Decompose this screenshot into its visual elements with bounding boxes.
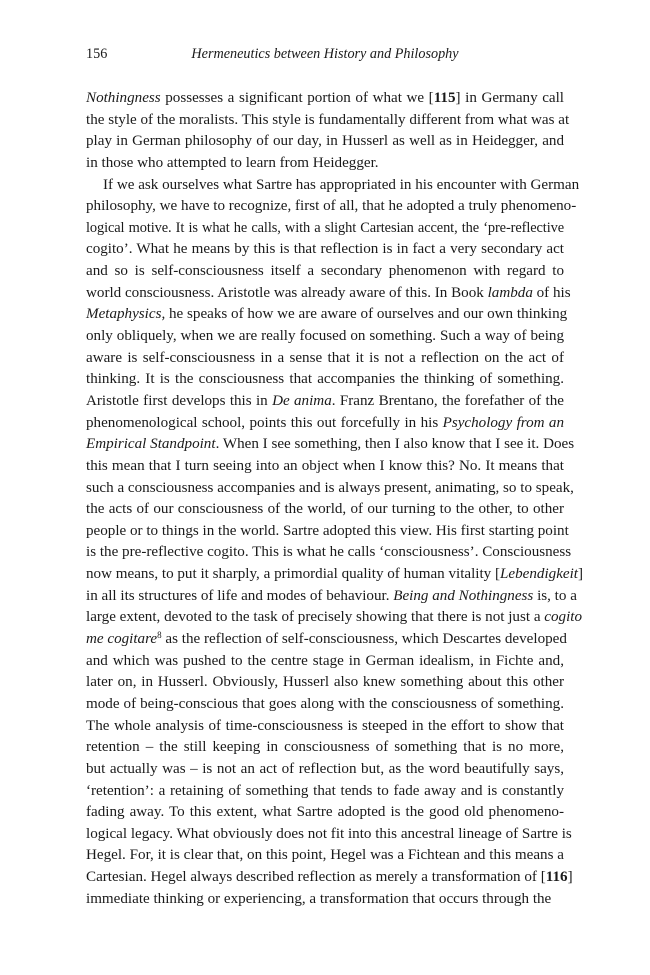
italic-text: Metaphysics, xyxy=(86,306,166,323)
text-run: If we ask ourselves what Sartre has appropriated in his encounter with German xyxy=(103,176,580,193)
text-run: ] xyxy=(578,566,584,583)
text-run: play in German philosophy of our day, in Husserl as well as in Heidegger, and xyxy=(86,133,564,150)
text-run: in all its structures of life and modes of behaviour. xyxy=(86,587,394,604)
text-run: this mean that I turn seeing into an object when I know this? No. It means that xyxy=(86,457,564,474)
italic-text: Empirical Standpoint xyxy=(86,436,216,453)
text-line xyxy=(86,629,567,651)
text-line xyxy=(86,88,564,110)
text-line xyxy=(86,737,564,759)
text-line xyxy=(86,586,577,608)
text-run: . Franz Brentano, the forefather of the xyxy=(331,392,564,409)
text-run: in those who attempted to learn from Heidegger. xyxy=(86,154,379,171)
text-line xyxy=(86,889,564,911)
text-run: retention – the still keeping in consciousness of something that is no more, xyxy=(86,739,564,756)
text-run: mode of being-conscious that goes along with the consciousness of something. xyxy=(86,695,564,712)
text-run: Hegel. For, it is clear that, on this point, Hegel was a Fichtean and this means a xyxy=(86,847,564,864)
text-line xyxy=(86,845,564,867)
page-header xyxy=(86,44,564,64)
text-line xyxy=(86,521,569,543)
bold-text: 115 xyxy=(433,90,456,106)
text-run: is, to a xyxy=(533,587,577,604)
text-run: fading away. To this extent, what Sartre adopted is the good old phenomeno- xyxy=(86,804,564,821)
text-run: such a consciousness accompanies and is always present, animating, so to speak, xyxy=(86,479,574,496)
text-run: philosophy, we have to recognize, first of all, that he adopted a truly phenomeno- xyxy=(86,198,577,215)
page-number: 156 xyxy=(86,46,108,62)
text-line xyxy=(86,261,564,283)
text-line xyxy=(86,434,575,456)
text-line xyxy=(86,348,564,370)
text-run: ] in Germany call xyxy=(455,90,564,106)
text-line xyxy=(86,456,564,478)
text-run: Cartesian. Hegel always described reflection as merely a transformation of [ xyxy=(86,869,546,886)
italic-text: Lebendigkeit xyxy=(500,566,578,583)
text-line xyxy=(86,542,572,564)
text-run: Aristotle first develops this in xyxy=(86,392,273,409)
text-run: of his xyxy=(532,284,571,301)
italic-text: Nothingness xyxy=(86,90,161,106)
text-run: phenomenological school, points this out forcefully in his xyxy=(86,414,443,431)
text-run: world consciousness. Aristotle was already aware of this. In Book xyxy=(86,284,488,301)
bold-text: 116 xyxy=(545,869,568,886)
text-line xyxy=(86,716,564,738)
text-run: later on, in Husserl. Obviously, Husserl also knew something about this other xyxy=(86,674,564,691)
text-run: now means, to put it sharply, a primordial quality of human vitality [ xyxy=(86,566,501,583)
italic-text: Being and Nothingness xyxy=(393,587,534,604)
text-run: The whole analysis of time-consciousness is steeped in the effort to show that xyxy=(86,717,564,734)
footnote-ref: 8 xyxy=(157,630,162,641)
text-line xyxy=(86,131,564,153)
text-line xyxy=(86,824,572,846)
text-run: is the pre-reflective cogito. This is what he calls ‘consciousness’. Consciousness xyxy=(86,544,572,561)
text-run: large extent, devoted to the task of precisely showing that there is not just a xyxy=(86,609,545,626)
text-line xyxy=(86,196,577,218)
text-run: thinking. It is the consciousness that accompanies the thinking of something. xyxy=(86,371,564,388)
text-line xyxy=(86,110,570,132)
text-run: and so is self-consciousness itself a secondary phenomenon with regard to xyxy=(86,263,564,280)
italic-text: cogito xyxy=(544,609,583,626)
text-line xyxy=(86,218,564,240)
text-line xyxy=(86,304,568,326)
text-line xyxy=(86,867,573,889)
italic-text: Psychology from an xyxy=(442,414,564,431)
text-run: the style of the moralists. This style is fundamentally different from what was at xyxy=(86,111,570,128)
text-line xyxy=(86,413,564,435)
text-line xyxy=(86,564,584,586)
text-line xyxy=(86,369,564,391)
text-run: aware is self-consciousness in a sense that it is not a reflection on the act of xyxy=(86,349,564,366)
text-run: ‘retention’: a retaining of something that tends to fade away and is constantly xyxy=(86,782,564,799)
text-run: . When I see something, then I also know that I see it. Does xyxy=(215,436,575,453)
text-run: cogito’. What he means by this is that reflection is in fact a very secondary act xyxy=(86,241,564,258)
text-line xyxy=(86,239,564,261)
text-line xyxy=(86,759,564,781)
text-run: but actually was – is not an act of reflection but, as the word beautifully says, xyxy=(86,760,564,777)
text-run: people or to things in the world. Sartre adopted this view. His first starting point xyxy=(86,522,569,539)
text-line xyxy=(86,283,571,305)
text-line xyxy=(86,672,564,694)
text-line xyxy=(86,391,564,413)
italic-text: De anima xyxy=(272,392,332,409)
text-run: he speaks of how we are aware of ourselves and our own thinking xyxy=(165,306,568,323)
body-text xyxy=(86,88,584,910)
text-run: logical motive. It is what he calls, with a slight Cartesian accent, the ‘pre-reflective xyxy=(86,219,564,236)
text-line xyxy=(86,802,564,824)
text-line xyxy=(86,478,574,500)
running-head: Hermeneutics between History and Philosophy xyxy=(191,46,459,62)
text-line xyxy=(86,694,564,716)
text-run: possesses a significant portion of what we [ xyxy=(160,90,434,106)
text-line xyxy=(86,651,564,673)
text-run: and which was pushed to the centre stage in German idealism, in Fichte and, xyxy=(86,652,564,669)
text-run: ] xyxy=(567,869,573,886)
text-run: the acts of our consciousness of the world, of our turning to the other, to other xyxy=(86,501,564,518)
text-line xyxy=(86,153,564,175)
text-run: only obliquely, when we are really focused on something. Such a way of being xyxy=(86,328,564,345)
text-run: as the reflection of self-consciousness, which Descartes developed xyxy=(161,631,567,648)
text-run: immediate thinking or experiencing, a transformation that occurs through the xyxy=(86,890,552,907)
text-run: logical legacy. What obviously does not fit into this ancestral lineage of Sartre is xyxy=(86,825,572,842)
text-line xyxy=(86,781,564,803)
text-line xyxy=(86,499,564,521)
italic-text: lambda xyxy=(487,284,533,301)
text-line xyxy=(86,607,583,629)
italic-text: me cogitare xyxy=(86,631,158,648)
text-line xyxy=(86,175,580,197)
text-line xyxy=(86,326,564,348)
